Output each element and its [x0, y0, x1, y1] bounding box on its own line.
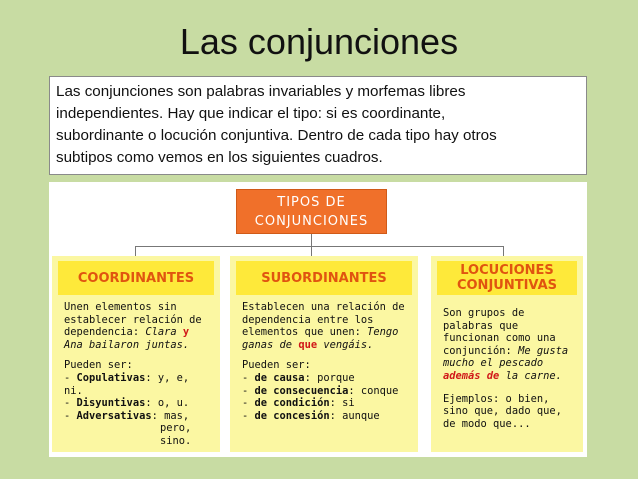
page-title: Las conjunciones [179, 21, 459, 62]
conjunctions-diagram [49, 182, 587, 457]
dash: - [64, 371, 77, 384]
loc-example-2: mucho el pescado [443, 357, 544, 370]
coord-def-2: establecer relación de [64, 313, 202, 326]
coord-example-1: Clara [145, 326, 183, 339]
locuciones-body [431, 295, 583, 430]
loc-def-2: palabras que [443, 319, 519, 332]
coord-item-disyuntivas [64, 397, 212, 410]
intro-line: independientes. Hay que indicar el tipo: si es coordinante, [56, 105, 446, 122]
sub-item-label: de condición [254, 397, 330, 410]
coordinantes-header: COORDINANTES [58, 261, 214, 295]
locuciones-header-line1: LOCUCIONES [460, 263, 554, 278]
coord-example-2: Ana bailaron juntas. [64, 338, 190, 351]
intro-text-box [49, 76, 587, 175]
coord-item-label: Disyuntivas [76, 397, 146, 410]
coord-can-be: Pueden ser: [64, 359, 133, 372]
locuciones-header [437, 261, 577, 295]
dash: - [242, 409, 255, 422]
connector-horizontal [135, 246, 503, 247]
subordinantes-column [230, 256, 418, 452]
sub-item-consecuencia [242, 385, 410, 398]
coord-item-label: Copulativas [76, 371, 146, 384]
sub-item-concesion [242, 410, 410, 423]
coord-example-conjunction: y [182, 326, 190, 339]
coord-item-adversativas [64, 410, 212, 423]
coord-item-label: Adversativas [76, 409, 152, 422]
coord-item-values: : y, e, ni. [64, 371, 190, 397]
sub-can-be: Pueden ser: [242, 359, 311, 372]
coord-item-adversativas-more-1: pero, [160, 422, 192, 435]
subordinantes-body [230, 295, 418, 422]
sub-item-label: de causa [254, 371, 305, 384]
coord-item-adversativas-more-2: sino. [160, 434, 192, 447]
root-label-line1: TIPOS DE [277, 195, 346, 210]
root-label-line2: CONJUNCIONES [254, 214, 369, 229]
connector-root-vertical [311, 234, 312, 246]
sub-item-causa [242, 372, 410, 385]
dash: - [64, 409, 77, 422]
coord-item-copulativas [64, 372, 212, 397]
locuciones-column [431, 256, 583, 452]
loc-examples-1: Ejemplos: o bien, [443, 392, 550, 405]
connector-right [503, 246, 504, 256]
loc-def-1: Son grupos de [443, 307, 525, 319]
loc-def-3: funcionan como una [443, 332, 556, 345]
intro-line: subtipos como vemos en los siguientes cuadros. [56, 149, 383, 166]
loc-example-conjunction: además de [443, 369, 500, 382]
coordinantes-column [52, 256, 220, 452]
sub-item-values: : si [329, 397, 355, 410]
root-node [236, 189, 387, 234]
loc-examples-3: de modo que... [443, 417, 531, 430]
sub-example-1: Tengo [367, 326, 399, 339]
sub-example-conjunction: que [298, 338, 318, 351]
subordinantes-header: SUBORDINANTES [236, 261, 412, 295]
sub-example-2a: ganas de [242, 338, 299, 351]
connector-middle [311, 246, 312, 256]
connector-left [135, 246, 136, 256]
loc-example-3: la carne. [499, 369, 562, 382]
loc-def-4: conjunción: [443, 344, 519, 357]
coord-item-values: : o, u. [145, 397, 190, 410]
locuciones-header-line2: CONJUNTIVAS [456, 278, 558, 293]
sub-def-2: dependencia entre los [242, 313, 374, 326]
sub-def-1: Establecen una relación de [242, 301, 405, 313]
sub-def-3: elementos que unen: [242, 326, 368, 339]
sub-example-2b: vengáis. [317, 338, 374, 351]
loc-examples-2: sino que, dado que, [443, 405, 562, 418]
sub-item-label: de consecuencia [254, 384, 349, 397]
dash: - [64, 397, 77, 410]
intro-line: subordinante o locución conjuntiva. Dentro de cada tipo hay otros [56, 127, 497, 144]
sub-item-condicion [242, 397, 410, 410]
dash: - [242, 384, 255, 397]
sub-item-values: : aunque [329, 409, 380, 422]
sub-item-values: : conque [348, 384, 399, 397]
loc-example-1: Me gusta [518, 344, 569, 357]
dash: - [242, 371, 255, 384]
sub-item-label: de concesión [254, 409, 330, 422]
dash: - [242, 397, 255, 410]
intro-line: Las conjunciones son palabras invariables y morfemas libres [56, 83, 466, 100]
coord-def-1: Unen elementos sin [64, 301, 177, 313]
coordinantes-body [52, 295, 220, 448]
coord-item-values: : mas, [151, 409, 190, 422]
coord-def-3: dependencia: [64, 326, 146, 339]
sub-item-values: : porque [304, 371, 355, 384]
